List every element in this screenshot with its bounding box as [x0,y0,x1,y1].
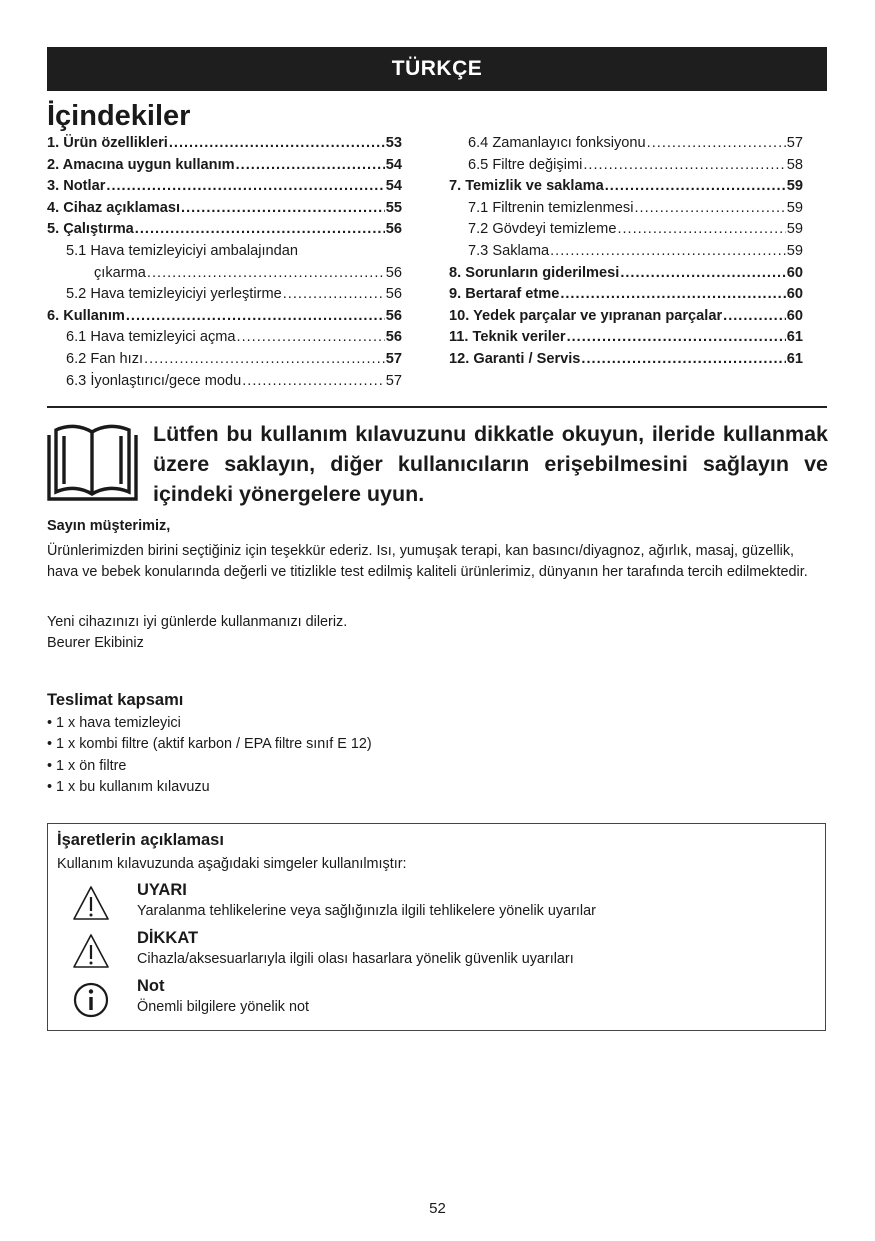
symbol-description: Cihazla/aksesuarlarıyla ilgili olası hasarlara yönelik güvenlik uyarıları [137,951,574,967]
page-number: 52 [429,1200,446,1217]
intro-paragraph: Ürünlerimizden birini seçtiğiniz için teşekkür ederiz. Isı, yumuşak terapi, kan basıncı/diyagnoz, ağırlık, masaj, güzellik, hava ve bebek konularında değerli ve titizlikle test edilmiş kaliteli ürünlerimiz, dünyanın her tarafında tercih edilmektedir. [47,543,808,580]
toc-entry[interactable]: 7. Temizlik ve saklama ..... 59 [449,176,803,198]
toc-entry[interactable]: çıkarma ..... 56 [47,263,402,285]
toc-entry[interactable]: 2. Amacına uygun kullanım ..... 54 [47,155,402,177]
toc-entry[interactable]: 12. Garanti / Servis ..... 61 [449,349,803,371]
delivery-title: Teslimat kapsamı [47,691,184,709]
section-divider [47,406,827,408]
toc-entry[interactable]: 5. Çalıştırma ..... 56 [47,219,402,241]
symbol-description: Önemli bilgilere yönelik not [137,999,309,1015]
symbol-legend-intro: Kullanım kılavuzunda aşağıdaki simgeler kullanılmıştır: [57,856,407,872]
info-icon [72,981,110,1019]
symbol-legend-title: İşaretlerin açıklaması [57,831,224,849]
list-item: • 1 x bu kullanım kılavuzu [47,777,372,798]
closing-paragraph [47,612,828,653]
toc-entry[interactable]: 8. Sorunların giderilmesi ..... 60 [449,263,803,285]
greeting: Sayın müşterimiz, [47,518,171,534]
toc-entry[interactable]: 5.2 Hava temizleyiciyi yerleştirme ..... 56 [47,284,402,306]
toc-entry[interactable]: 6. Kullanım ..... 56 [47,306,402,328]
list-item: • 1 x hava temizleyici [47,713,372,734]
toc-entry[interactable]: 7.2 Gövdeyi temizleme ..... 59 [449,219,803,241]
language-label: TÜRKÇE [391,57,483,80]
symbol-item-caution [137,928,574,969]
warning-triangle-icon [72,884,110,922]
symbol-item-warning [137,880,596,921]
toc-entry[interactable]: 6.1 Hava temizleyici açma ..... 56 [47,327,402,349]
symbol-item-note [137,976,309,1017]
list-item: • 1 x kombi filtre (aktif karbon / EPA filtre sınıf E 12) [47,734,372,755]
toc-title: İçindekiler [47,100,191,132]
language-header [47,47,827,91]
signature-line: Beurer Ekibiniz [47,634,144,651]
toc-entry[interactable]: 9. Bertaraf etme ..... 60 [449,284,803,306]
list-item: • 1 x ön filtre [47,756,372,777]
delivery-list [47,713,372,799]
toc-entry[interactable]: 6.5 Filtre değişimi ..... 58 [449,155,803,177]
open-book-icon [47,422,138,501]
toc-entry[interactable]: 6.4 Zamanlayıcı fonksiyonu ..... 57 [449,133,803,155]
symbol-legend-box [47,823,826,1031]
toc-entry[interactable]: 10. Yedek parçalar ve yıpranan parçalar ..... 60 [449,306,803,328]
toc-entry[interactable]: 7.1 Filtrenin temizlenmesi ..... 59 [449,198,803,220]
toc-entry[interactable]: 7.3 Saklama ..... 59 [449,241,803,263]
reading-notice: Lütfen bu kullanım kılavuzunu dikkatle okuyun, ileride kullanmak üzere saklayın, diğer kullanıcıların erişebilmesini sağlayın ve içindeki yönergelere uyun. [153,422,828,506]
closing-line: Yeni cihazınızı iyi günlerde kullanmanızı dileriz. [47,614,348,630]
toc-entry[interactable]: 11. Teknik veriler ..... 61 [449,327,803,349]
toc-entry[interactable]: 1. Ürün özellikleri ..... 53 [47,133,402,155]
toc-entry[interactable]: 5.1 Hava temizleyiciyi ambalajından [66,242,298,259]
toc-entry[interactable]: 3. Notlar ..... 54 [47,176,402,198]
toc-entry[interactable]: 4. Cihaz açıklaması ..... 55 [47,198,402,220]
symbol-title: DİKKAT [137,929,199,947]
caution-triangle-icon [72,932,110,970]
toc-right-column [449,133,803,371]
toc-entry[interactable]: 6.3 İyonlaştırıcı/gece modu ..... 57 [47,371,402,393]
toc-left-column [47,133,402,392]
symbol-title: Not [137,977,165,995]
toc-entry[interactable]: 6.2 Fan hızı ..... 57 [47,349,402,371]
symbol-description: Yaralanma tehlikelerine veya sağlığınızla ilgili tehlikelere yönelik uyarılar [137,903,596,919]
symbol-title: UYARI [137,881,187,899]
